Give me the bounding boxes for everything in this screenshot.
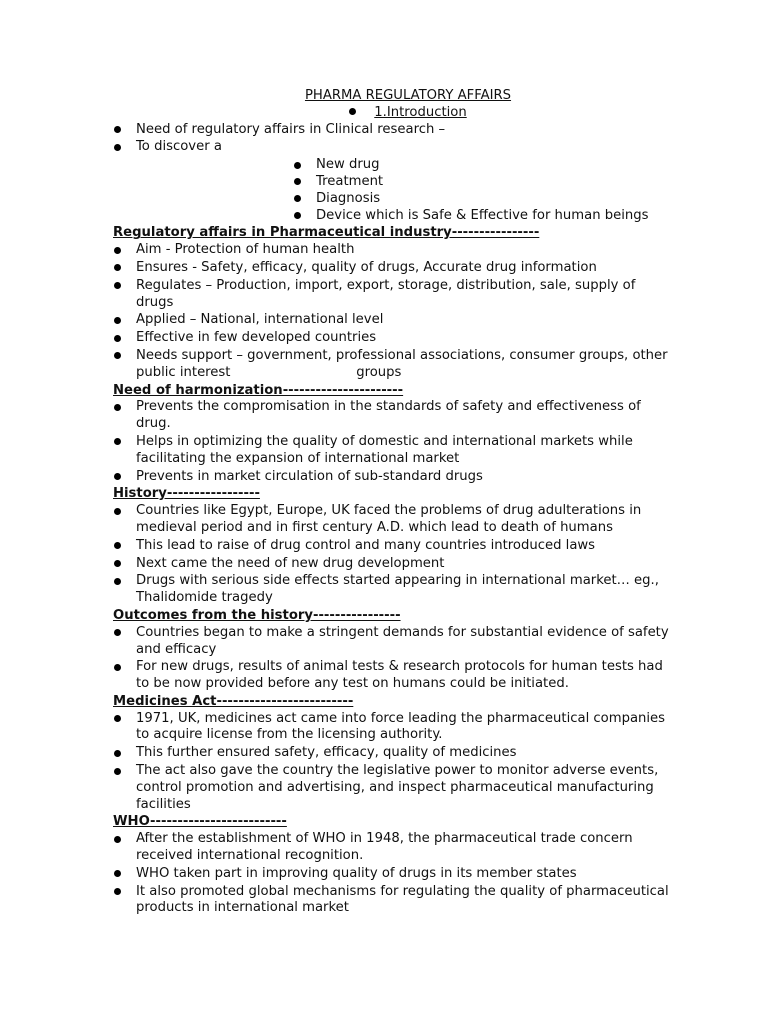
section-heading: WHO-------------------------	[113, 814, 287, 830]
list-item: Helps in optimizing the quality of domestic and international markets while facilitating the expansion of international market	[113, 434, 673, 468]
list-item: 1971, UK, medicines act came into force leading the pharmaceutical companies to acquire license from the licensing authority.	[113, 711, 673, 745]
discover-list	[293, 157, 673, 224]
section-history	[113, 486, 673, 607]
intro-label: 1.Introduction	[374, 104, 467, 120]
list-item: Next came the need of new drug development	[113, 556, 673, 573]
list-item: Effective in few developed countries	[113, 330, 673, 347]
section-list	[113, 503, 673, 607]
document-content	[113, 88, 673, 918]
section-who	[113, 814, 673, 917]
section-list	[113, 625, 673, 693]
list-item: This lead to raise of drug control and many countries introduced laws	[113, 538, 673, 555]
section-heading: Medicines Act-------------------------	[113, 693, 354, 709]
section-medicines-act	[113, 694, 673, 814]
section-outcomes	[113, 608, 673, 693]
list-item: It also promoted global mechanisms for regulating the quality of pharmaceutical products in international market	[113, 884, 673, 918]
list-item: Aim - Protection of human health	[113, 242, 673, 259]
section-list	[113, 711, 673, 814]
list-item: To discover a	[113, 139, 673, 156]
list-item: Needs support – government, professional associations, consumer groups, other public interest groups	[113, 348, 673, 382]
list-item: WHO taken part in improving quality of drugs in its member states	[113, 866, 673, 883]
list-item: New drug	[293, 157, 673, 174]
list-item: Diagnosis	[293, 191, 673, 208]
list-item: For new drugs, results of animal tests & research protocols for human tests had to be now provided before any test on humans could be initiated.	[113, 659, 673, 693]
list-item: Device which is Safe & Effective for human beings	[293, 208, 673, 225]
list-item: Regulates – Production, import, export, storage, distribution, sale, supply of drugs	[113, 278, 673, 312]
list-item: After the establishment of WHO in 1948, the pharmaceutical trade concern received international recognition.	[113, 831, 673, 865]
intro-heading	[143, 105, 673, 122]
section-list	[113, 399, 673, 485]
section-heading: Regulatory affairs in Pharmaceutical industry----------------	[113, 225, 540, 241]
list-item: This further ensured safety, efficacy, quality of medicines	[113, 745, 673, 762]
section-heading: Need of harmonization----------------------	[113, 382, 404, 398]
section-list	[113, 242, 673, 381]
top-list	[113, 122, 673, 157]
section-harmonization	[113, 383, 673, 486]
list-item: Need of regulatory affairs in Clinical research –	[113, 122, 673, 139]
list-item: Countries like Egypt, Europe, UK faced the problems of drug adulterations in medieval period and in first century A.D. which lead to death of humans	[113, 503, 673, 537]
list-item: Treatment	[293, 174, 673, 191]
section-list	[113, 831, 673, 917]
section-regulatory-affairs	[113, 225, 673, 381]
bullet-icon	[349, 108, 356, 115]
list-item: Applied – National, international level	[113, 312, 673, 329]
list-item: Countries began to make a stringent demands for substantial evidence of safety and efficacy	[113, 625, 673, 659]
section-heading: History-----------------	[113, 486, 260, 502]
list-item: Ensures - Safety, efficacy, quality of drugs, Accurate drug information	[113, 260, 673, 277]
document-title: PHARMA REGULATORY AFFAIRS	[304, 88, 512, 103]
list-item: Prevents in market circulation of sub-standard drugs	[113, 469, 673, 486]
section-heading: Outcomes from the history----------------	[113, 607, 401, 623]
list-item: Prevents the compromisation in the standards of safety and effectiveness of drug.	[113, 399, 673, 433]
list-item: Drugs with serious side effects started appearing in international market… eg., Thalidomide tragedy	[113, 573, 673, 607]
list-item: The act also gave the country the legislative power to monitor adverse events, control promotion and advertising, and inspect pharmaceutical manufacturing facilities	[113, 763, 673, 813]
